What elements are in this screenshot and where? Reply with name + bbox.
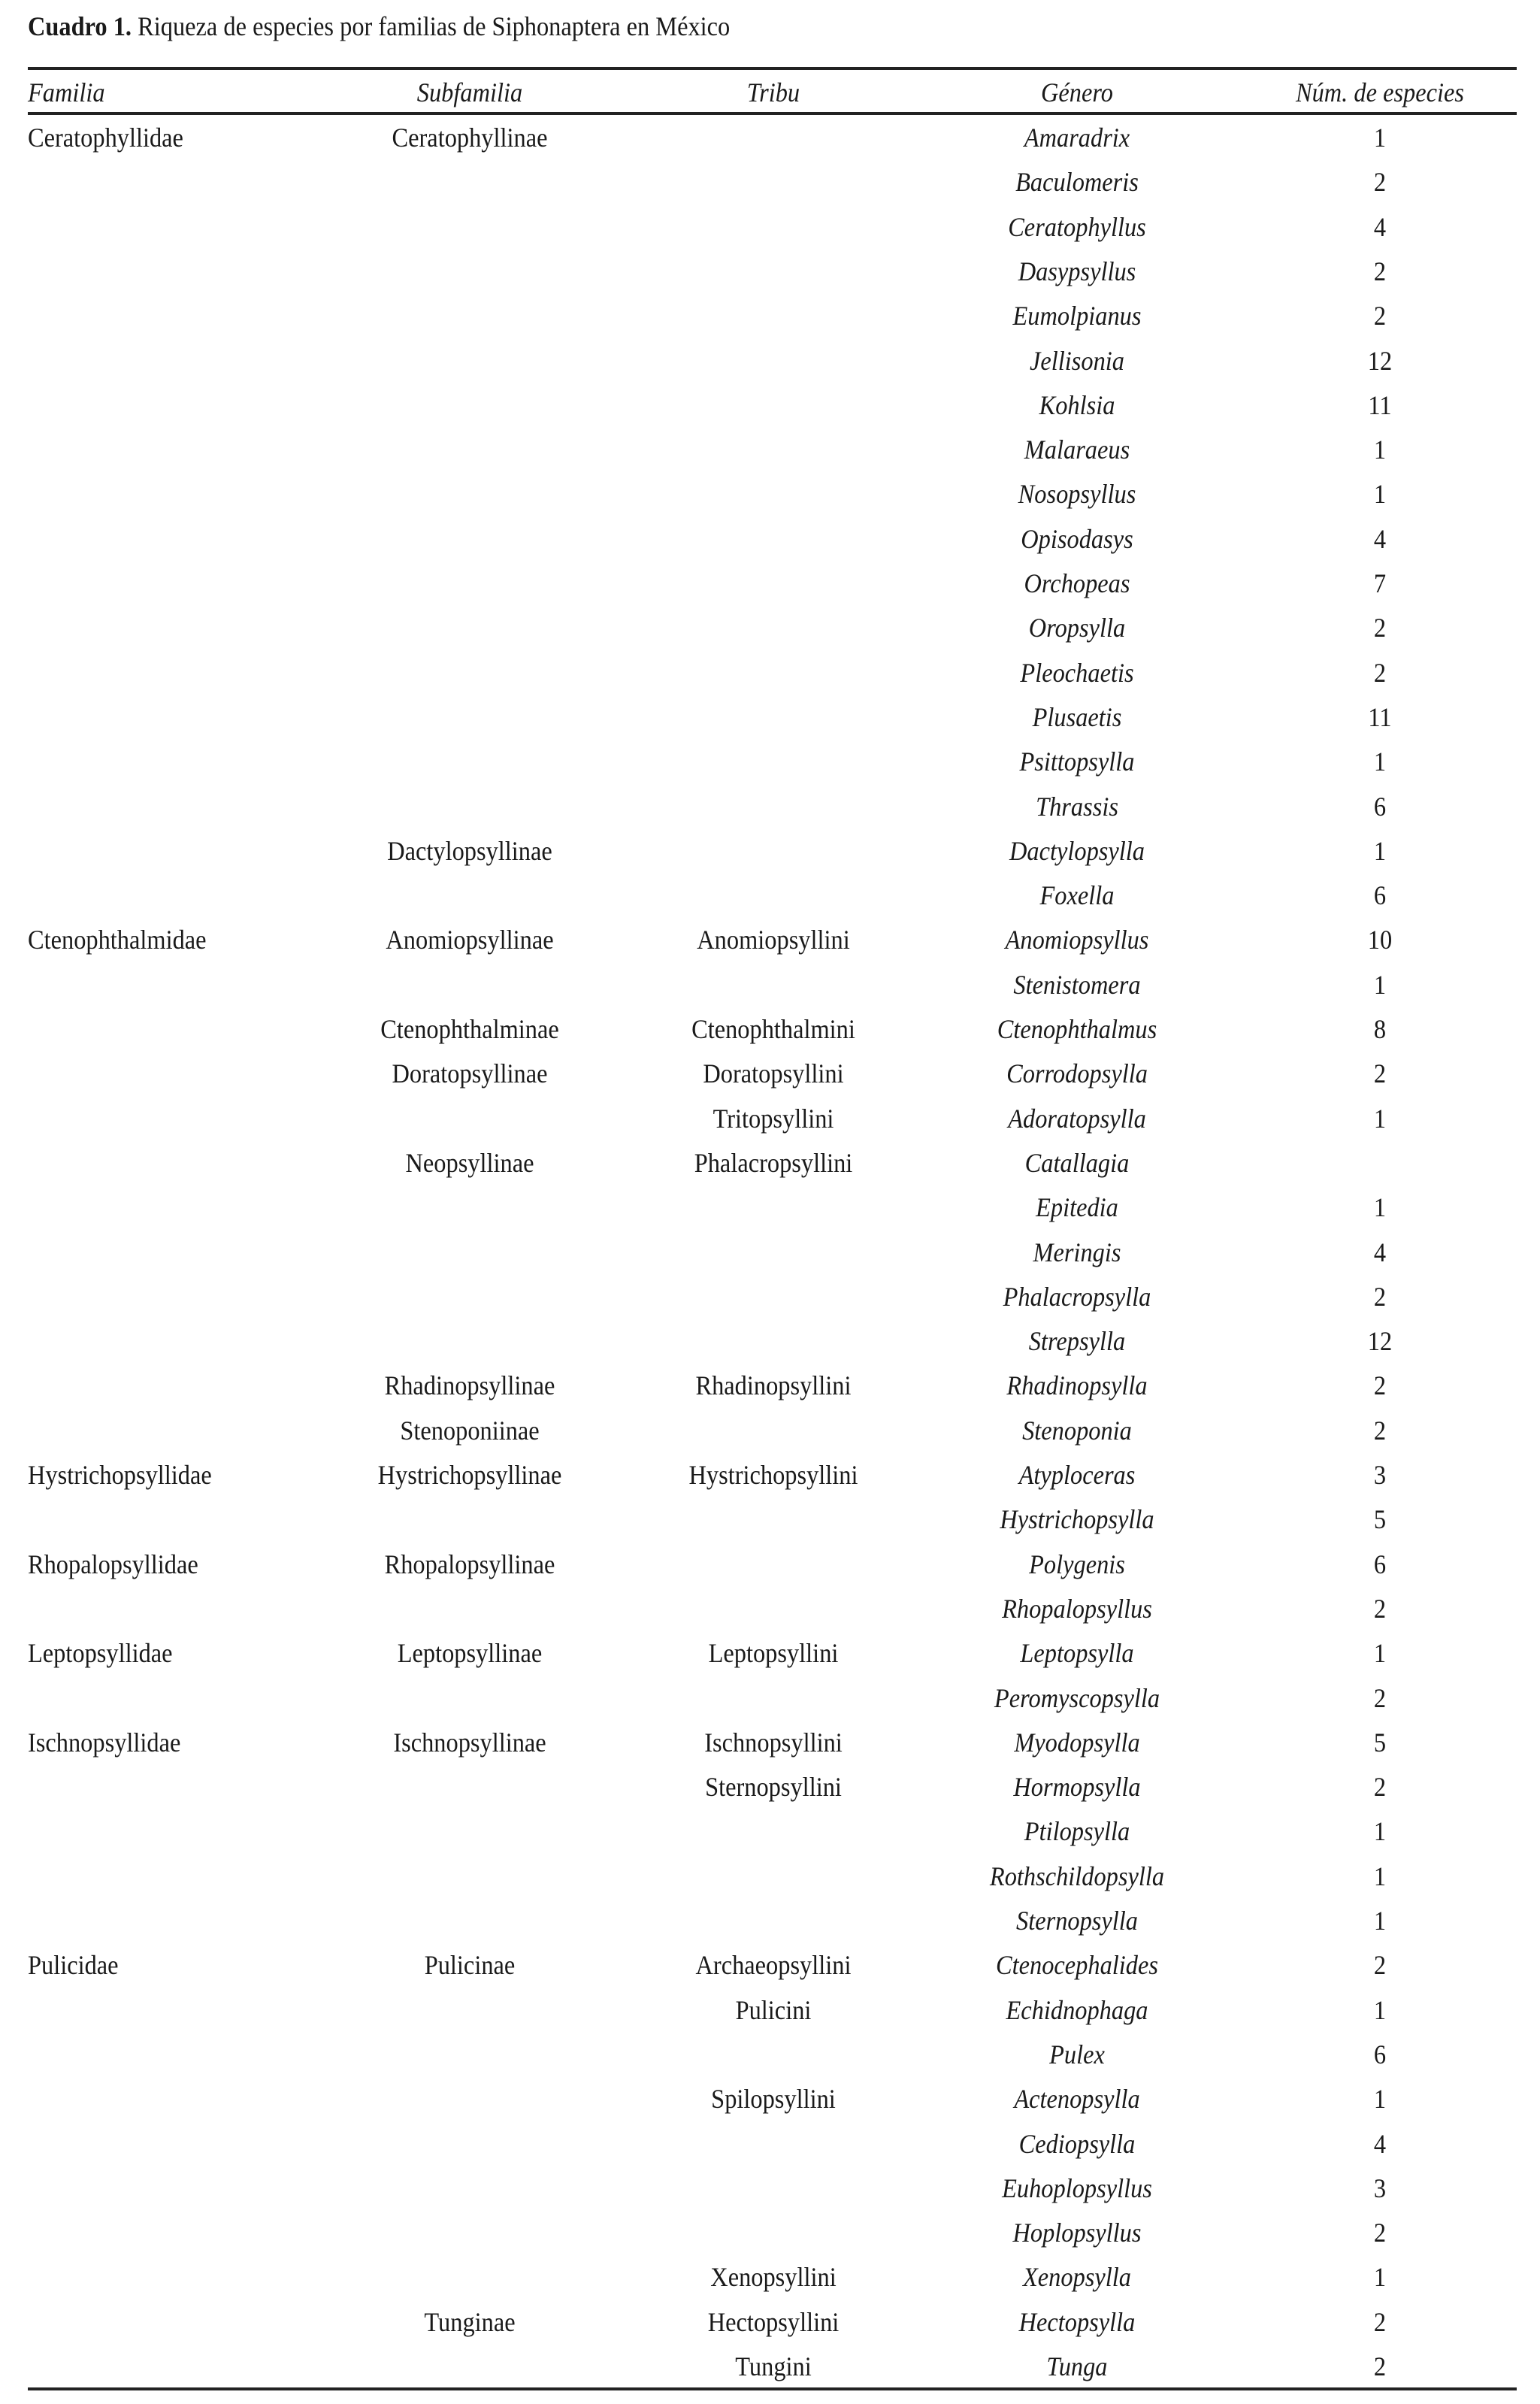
- cell-num-especies: 1: [1373, 1638, 1387, 1669]
- cell-genero: Sternopsylla: [1016, 1906, 1138, 1936]
- cell-tribu: Sternopsyllini: [705, 1772, 842, 1803]
- table-row: [0, 2122, 1540, 2166]
- cell-num-especies: 6: [1373, 791, 1387, 822]
- table-row: [0, 160, 1540, 204]
- cell-subfamilia: Rhopalopsyllinae: [384, 1549, 555, 1579]
- cell-genero: Hystrichopsylla: [1000, 1504, 1154, 1535]
- cell-genero: Psittopsylla: [1019, 746, 1135, 777]
- table-row: [0, 1676, 1540, 1721]
- cell-genero: Jellisonia: [1030, 345, 1124, 376]
- table-row: [0, 1231, 1540, 1275]
- cell-num-especies: 5: [1373, 1727, 1387, 1758]
- cell-num-especies: 4: [1373, 523, 1387, 554]
- cell-num-especies: 1: [1373, 746, 1387, 777]
- cell-subfamilia: [301, 2033, 639, 2077]
- table-row: [0, 472, 1540, 516]
- header-familia: Familia: [28, 77, 105, 107]
- cell-genero: Stenistomera: [1013, 969, 1141, 1000]
- table-row: [0, 116, 1540, 160]
- cell-genero: Baculomeris: [1015, 167, 1139, 198]
- cell-genero: Plusaetis: [1032, 701, 1122, 732]
- cell-tribu: [604, 1543, 942, 1587]
- cell-num-especies: 1: [1373, 1103, 1387, 1134]
- table-row: [0, 1631, 1540, 1676]
- table-row: [0, 1097, 1540, 1141]
- table-row: [0, 2345, 1540, 2389]
- cell-genero: Ctenocephalides: [996, 1950, 1158, 1981]
- table-row: [0, 1007, 1540, 1052]
- cell-tribu: [604, 2211, 942, 2255]
- header-num-especies: Núm. de especies: [1295, 77, 1465, 107]
- cell-genero: Corrodopsylla: [1006, 1058, 1148, 1089]
- cell-tribu: Hectopsyllini: [707, 2306, 840, 2337]
- cell-tribu: [604, 1409, 942, 1453]
- cell-subfamilia: Hystrichopsyllinae: [377, 1460, 562, 1490]
- cell-subfamilia: [301, 1319, 639, 1364]
- cell-subfamilia: [301, 383, 639, 428]
- cell-tribu: [604, 740, 942, 784]
- table-caption: [28, 11, 730, 42]
- cell-num-especies: 1: [1373, 835, 1387, 866]
- table-row: [0, 1543, 1540, 1587]
- table-row: [0, 829, 1540, 873]
- table-row: [0, 250, 1540, 294]
- table-row: [0, 1453, 1540, 1497]
- cell-tribu: [604, 2033, 942, 2077]
- cell-subfamilia: [301, 250, 639, 294]
- cell-familia: Leptopsyllidae: [28, 1638, 173, 1669]
- cell-familia: Ceratophyllidae: [28, 123, 183, 153]
- table-row: [0, 1721, 1540, 1765]
- cell-genero: Pulex: [1049, 2039, 1105, 2069]
- cell-tribu: Hystrichopsyllini: [688, 1460, 858, 1490]
- table-row: [0, 2033, 1540, 2077]
- caption-label: Cuadro 1.: [28, 11, 132, 41]
- cell-genero: Catallagia: [1024, 1147, 1130, 1178]
- cell-genero: Meringis: [1033, 1237, 1121, 1267]
- caption-text: Riqueza de especies por familias de Siphonaptera en México: [132, 11, 731, 41]
- cell-subfamilia: [301, 1185, 639, 1230]
- table-row: [0, 1854, 1540, 1899]
- cell-tribu: [604, 205, 942, 250]
- cell-tribu: [604, 1809, 942, 1854]
- bottom-rule: [28, 2387, 1517, 2390]
- cell-subfamilia: [301, 472, 639, 516]
- table-row: [0, 1943, 1540, 1988]
- table-row: [0, 695, 1540, 740]
- cell-tribu: Leptopsyllini: [708, 1638, 839, 1669]
- cell-genero: Malaraeus: [1024, 434, 1130, 465]
- top-rule: [28, 67, 1517, 70]
- cell-genero: Myodopsylla: [1014, 1727, 1140, 1758]
- cell-genero: Hormopsylla: [1013, 1772, 1141, 1803]
- header-rule: [28, 112, 1517, 115]
- table-row: [0, 2300, 1540, 2345]
- cell-tribu: Ctenophthalmini: [691, 1014, 855, 1044]
- cell-num-especies: 1: [1373, 1906, 1387, 1936]
- table-row: [0, 205, 1540, 250]
- header-subfamilia: Subfamilia: [416, 77, 523, 107]
- cell-subfamilia: [301, 339, 639, 383]
- cell-genero: Xenopsylla: [1023, 2262, 1131, 2293]
- cell-genero: Epitedia: [1036, 1192, 1118, 1223]
- cell-genero: Kohlsia: [1039, 389, 1115, 420]
- cell-num-especies: 3: [1373, 2172, 1387, 2203]
- cell-num-especies: 4: [1373, 1237, 1387, 1267]
- cell-familia: Ischnopsyllidae: [28, 1727, 181, 1758]
- cell-tribu: Tungini: [735, 2351, 812, 2381]
- cell-subfamilia: [301, 562, 639, 606]
- table-row: [0, 785, 1540, 829]
- table-row: [0, 1409, 1540, 1453]
- cell-familia: Hystrichopsyllidae: [28, 1460, 212, 1490]
- cell-num-especies: 1: [1373, 1994, 1387, 2025]
- table-header-row: [0, 71, 1540, 115]
- cell-num-especies: 2: [1373, 1058, 1387, 1089]
- cell-genero: Ctenophthalmus: [997, 1014, 1157, 1044]
- cell-subfamilia: [301, 1275, 639, 1319]
- cell-subfamilia: [301, 1809, 639, 1854]
- cell-num-especies: 5: [1373, 1504, 1387, 1535]
- cell-genero: Foxella: [1039, 880, 1115, 911]
- cell-num-especies: 2: [1373, 2306, 1387, 2337]
- cell-num-especies: 1: [1373, 1192, 1387, 1223]
- cell-num-especies: 2: [1373, 1415, 1387, 1446]
- cell-subfamilia: [301, 1587, 639, 1631]
- cell-genero: Rothschildopsylla: [989, 1861, 1165, 1891]
- cell-subfamilia: [301, 1765, 639, 1809]
- cell-subfamilia: Tunginae: [424, 2306, 516, 2337]
- cell-tribu: [604, 1854, 942, 1899]
- header-tribu: Tribu: [746, 77, 800, 107]
- cell-num-especies: 11: [1368, 389, 1392, 420]
- table-row: [0, 740, 1540, 784]
- cell-num-especies: 2: [1373, 1682, 1387, 1713]
- table-row: [0, 873, 1540, 918]
- cell-subfamilia: [301, 740, 639, 784]
- cell-subfamilia: [301, 205, 639, 250]
- cell-tribu: [604, 383, 942, 428]
- cell-tribu: [604, 1587, 942, 1631]
- table-row: [0, 1185, 1540, 1230]
- cell-familia: Ctenophthalmidae: [28, 925, 207, 955]
- table-row: [0, 2077, 1540, 2121]
- cell-subfamilia: [301, 873, 639, 918]
- cell-num-especies: 2: [1373, 1593, 1387, 1624]
- cell-tribu: Spilopsyllini: [711, 2084, 836, 2115]
- cell-subfamilia: [301, 785, 639, 829]
- cell-tribu: Xenopsyllini: [710, 2262, 837, 2293]
- cell-num-especies: 2: [1373, 1772, 1387, 1803]
- table-row: [0, 918, 1540, 962]
- cell-subfamilia: Pulicinae: [424, 1950, 516, 1981]
- cell-subfamilia: [301, 517, 639, 562]
- cell-num-especies: 4: [1373, 2128, 1387, 2159]
- cell-genero: Phalacropsylla: [1003, 1281, 1151, 1312]
- table-row: [0, 383, 1540, 428]
- cell-num-especies: 2: [1373, 2351, 1387, 2381]
- cell-subfamilia: [301, 1988, 639, 2033]
- cell-tribu: Anomiopsyllini: [697, 925, 850, 955]
- cell-subfamilia: [301, 2255, 639, 2300]
- table-row: [0, 2166, 1540, 2211]
- cell-tribu: [604, 1231, 942, 1275]
- cell-tribu: Rhadinopsyllini: [695, 1370, 852, 1401]
- cell-tribu: Ischnopsyllini: [704, 1727, 843, 1758]
- cell-num-especies: 11: [1368, 701, 1392, 732]
- cell-subfamilia: [301, 651, 639, 695]
- cell-tribu: [604, 1676, 942, 1721]
- table-row: [0, 1587, 1540, 1631]
- cell-subfamilia: [301, 2211, 639, 2255]
- cell-subfamilia: [301, 1676, 639, 1721]
- cell-genero: Hectopsylla: [1018, 2306, 1136, 2337]
- cell-tribu: [604, 2122, 942, 2166]
- cell-tribu: [604, 116, 942, 160]
- cell-genero: Rhopalopsyllus: [1002, 1593, 1152, 1624]
- cell-subfamilia: [301, 963, 639, 1007]
- table-row: [0, 1809, 1540, 1854]
- cell-subfamilia: [301, 294, 639, 338]
- cell-tribu: Phalacropsyllini: [694, 1147, 853, 1178]
- cell-tribu: [604, 1497, 942, 1542]
- cell-tribu: [604, 785, 942, 829]
- cell-tribu: Archaeopsyllini: [695, 1950, 852, 1981]
- cell-subfamilia: Doratopsyllinae: [392, 1058, 548, 1089]
- cell-genero: Eumolpianus: [1012, 301, 1142, 332]
- cell-num-especies: 2: [1373, 613, 1387, 643]
- cell-subfamilia: Rhadinopsyllinae: [384, 1370, 555, 1401]
- cell-tribu: [604, 472, 942, 516]
- cell-num-especies: 2: [1373, 167, 1387, 198]
- cell-tribu: Doratopsyllini: [703, 1058, 844, 1089]
- cell-num-especies: 6: [1373, 2039, 1387, 2069]
- table-row: [0, 1988, 1540, 2033]
- cell-subfamilia: [301, 1899, 639, 1943]
- cell-genero: Stenoponia: [1022, 1415, 1132, 1446]
- cell-num-especies: 1: [1373, 2262, 1387, 2293]
- cell-num-especies: 10: [1367, 925, 1393, 955]
- cell-num-especies: 2: [1373, 1281, 1387, 1312]
- cell-num-especies: 6: [1373, 880, 1387, 911]
- cell-num-especies: 4: [1373, 211, 1387, 242]
- cell-tribu: [604, 428, 942, 472]
- cell-num-especies: 1: [1373, 434, 1387, 465]
- cell-genero: Opisodasys: [1021, 523, 1133, 554]
- table-row: [0, 1052, 1540, 1096]
- cell-subfamilia: Neopsyllinae: [405, 1147, 534, 1178]
- cell-genero: Ptilopsylla: [1024, 1816, 1130, 1847]
- cell-tribu: [604, 1319, 942, 1364]
- cell-subfamilia: Ischnopsyllinae: [393, 1727, 546, 1758]
- cell-num-especies: 2: [1373, 2218, 1387, 2248]
- cell-num-especies: 12: [1367, 345, 1393, 376]
- cell-tribu: [604, 339, 942, 383]
- cell-genero: Anomiopsyllus: [1005, 925, 1149, 955]
- cell-familia: Rhopalopsyllidae: [28, 1549, 198, 1579]
- cell-num-especies: 1: [1373, 2084, 1387, 2115]
- table-row: [0, 428, 1540, 472]
- cell-num-especies: 1: [1373, 479, 1387, 510]
- cell-tribu: [604, 651, 942, 695]
- cell-tribu: [604, 606, 942, 650]
- table-row: [0, 1497, 1540, 1542]
- cell-num-especies: 12: [1367, 1326, 1393, 1357]
- cell-num-especies: 1: [1373, 123, 1387, 153]
- table-row: [0, 1364, 1540, 1408]
- cell-num-especies: 2: [1373, 256, 1387, 286]
- cell-genero: Ceratophyllus: [1008, 211, 1146, 242]
- cell-num-especies: 2: [1373, 657, 1387, 688]
- cell-subfamilia: [301, 1497, 639, 1542]
- cell-tribu: [604, 1275, 942, 1319]
- cell-tribu: [604, 250, 942, 294]
- cell-num-especies: 6: [1373, 1549, 1387, 1579]
- table-row: [0, 1141, 1540, 1185]
- cell-tribu: [604, 1899, 942, 1943]
- cell-tribu: [604, 2166, 942, 2211]
- cell-subfamilia: [301, 160, 639, 204]
- cell-subfamilia: [301, 695, 639, 740]
- cell-tribu: [604, 517, 942, 562]
- cell-genero: Polygenis: [1029, 1549, 1125, 1579]
- cell-genero: Pleochaetis: [1020, 657, 1134, 688]
- cell-genero: Dactylopsylla: [1009, 835, 1145, 866]
- cell-num-especies: 1: [1373, 1816, 1387, 1847]
- cell-num-especies: 2: [1373, 1950, 1387, 1981]
- header-genero: Género: [1041, 77, 1113, 107]
- cell-subfamilia: [301, 1097, 639, 1141]
- cell-subfamilia: Ceratophyllinae: [392, 123, 548, 153]
- table-row: [0, 963, 1540, 1007]
- cell-subfamilia: [301, 606, 639, 650]
- table-row: [0, 1275, 1540, 1319]
- cell-subfamilia: Dactylopsyllinae: [387, 835, 552, 866]
- cell-genero: Cediopsylla: [1018, 2128, 1136, 2159]
- cell-genero: Actenopsylla: [1014, 2084, 1140, 2115]
- cell-genero: Strepsylla: [1028, 1326, 1126, 1357]
- cell-tribu: [604, 160, 942, 204]
- cell-genero: Amaradrix: [1024, 123, 1130, 153]
- cell-subfamilia: Stenoponiinae: [400, 1415, 540, 1446]
- cell-genero: Euhoplopsyllus: [1002, 2172, 1152, 2203]
- cell-subfamilia: [301, 2345, 639, 2389]
- cell-genero: Atyploceras: [1018, 1460, 1136, 1490]
- cell-genero: Peromyscopsylla: [994, 1682, 1160, 1713]
- cell-num-especies: [1211, 1141, 1540, 1185]
- cell-subfamilia: [301, 1231, 639, 1275]
- cell-tribu: [604, 695, 942, 740]
- table-row: [0, 562, 1540, 606]
- table-row: [0, 1765, 1540, 1809]
- cell-tribu: [604, 873, 942, 918]
- table-row: [0, 1319, 1540, 1364]
- table-row: [0, 2255, 1540, 2300]
- cell-genero: Oropsylla: [1028, 613, 1126, 643]
- table-row: [0, 294, 1540, 338]
- cell-genero: Dasypsyllus: [1018, 256, 1136, 286]
- cell-subfamilia: Anomiopsyllinae: [386, 925, 554, 955]
- cell-num-especies: 2: [1373, 1370, 1387, 1401]
- cell-num-especies: 1: [1373, 1861, 1387, 1891]
- cell-genero: Thrassis: [1036, 791, 1118, 822]
- table-row: [0, 339, 1540, 383]
- cell-tribu: [604, 562, 942, 606]
- cell-subfamilia: Ctenophthalminae: [380, 1014, 559, 1044]
- cell-tribu: [604, 1185, 942, 1230]
- cell-genero: Adoratopsylla: [1008, 1103, 1146, 1134]
- cell-tribu: [604, 829, 942, 873]
- cell-tribu: Tritopsyllini: [713, 1103, 834, 1134]
- cell-num-especies: 8: [1373, 1014, 1387, 1044]
- table-row: [0, 1899, 1540, 1943]
- cell-genero: Leptopsylla: [1020, 1638, 1134, 1669]
- cell-tribu: [604, 294, 942, 338]
- cell-genero: Rhadinopsylla: [1006, 1370, 1148, 1401]
- table-row: [0, 651, 1540, 695]
- cell-genero: Tunga: [1046, 2351, 1108, 2381]
- cell-genero: Nosopsyllus: [1018, 479, 1136, 510]
- cell-subfamilia: [301, 428, 639, 472]
- cell-tribu: [604, 963, 942, 1007]
- cell-subfamilia: [301, 2077, 639, 2121]
- cell-subfamilia: Leptopsyllinae: [397, 1638, 543, 1669]
- cell-tribu: Pulicini: [735, 1994, 812, 2025]
- cell-genero: Orchopeas: [1024, 568, 1130, 598]
- cell-num-especies: 2: [1373, 301, 1387, 332]
- table-row: [0, 517, 1540, 562]
- cell-subfamilia: [301, 1854, 639, 1899]
- cell-num-especies: 1: [1373, 969, 1387, 1000]
- cell-genero: Echidnophaga: [1006, 1994, 1148, 2025]
- cell-num-especies: 3: [1373, 1460, 1387, 1490]
- cell-genero: Hoplopsyllus: [1012, 2218, 1142, 2248]
- table-row: [0, 2211, 1540, 2255]
- cell-familia: Pulicidae: [28, 1950, 119, 1981]
- cell-num-especies: 7: [1373, 568, 1387, 598]
- cell-subfamilia: [301, 2166, 639, 2211]
- cell-subfamilia: [301, 2122, 639, 2166]
- table-row: [0, 606, 1540, 650]
